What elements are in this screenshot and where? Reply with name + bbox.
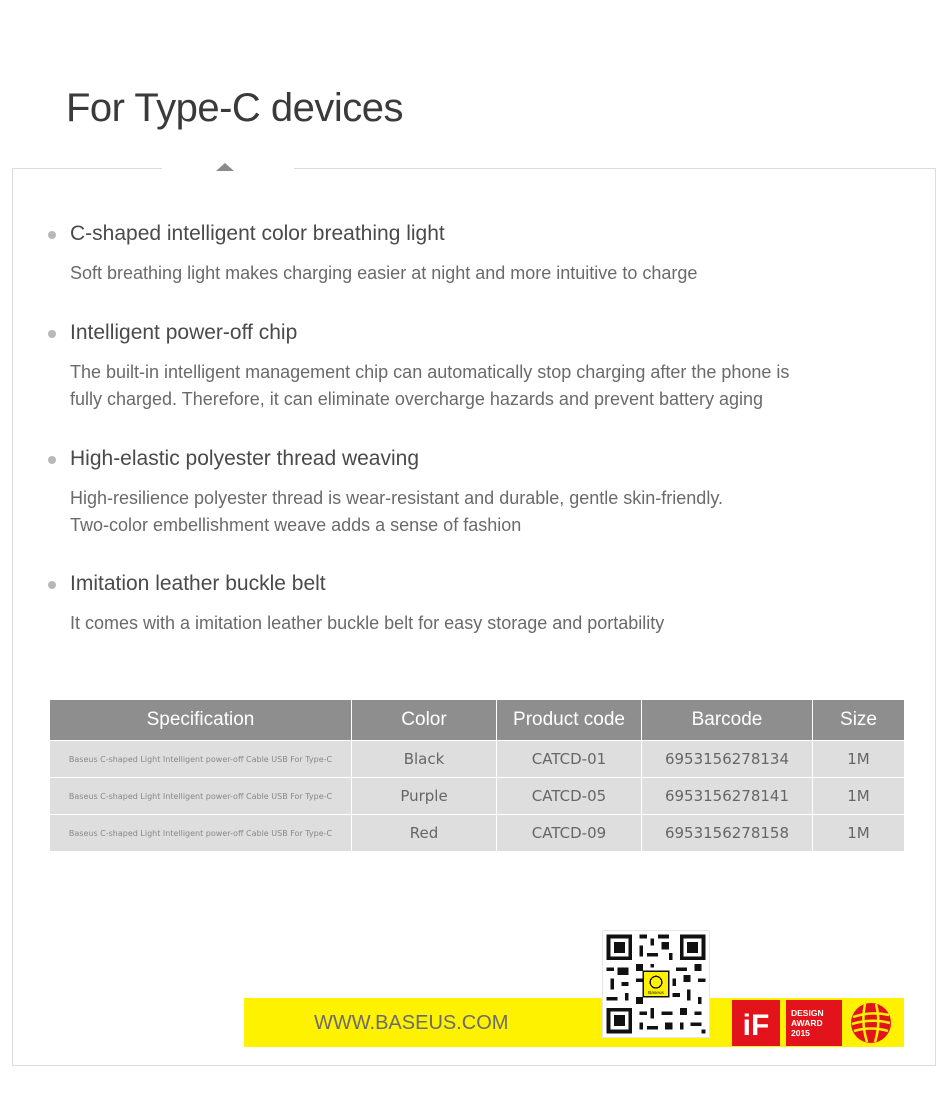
- spec-cell: Baseus C-shaped Light Intelligent power-off Cable USB For Type-C: [50, 778, 352, 815]
- barcode-cell: 6953156278141: [642, 778, 813, 815]
- feature-title: C-shaped intelligent color breathing light: [70, 222, 445, 245]
- feature-description-line: The built-in intelligent management chip can automatically stop charging after the phone is: [70, 362, 790, 382]
- page-title: For Type-C devices: [66, 86, 404, 130]
- color-cell: Red: [352, 815, 497, 852]
- award-line: 2015: [791, 1028, 810, 1038]
- award-line: AWARD: [791, 1018, 823, 1028]
- feature-description-line: fully charged. Therefore, it can eliminate overcharge hazards and prevent battery aging: [70, 389, 764, 409]
- award-line: DESIGN: [791, 1008, 824, 1018]
- feature-description-line: It comes with a imitation leather buckle belt for easy storage and portability: [70, 613, 665, 633]
- column-header: Size: [813, 700, 905, 741]
- product-code-cell: CATCD-09: [497, 815, 642, 852]
- feature-description: [70, 260, 890, 287]
- red-dot-award-icon: [849, 1001, 893, 1045]
- feature-description: [70, 610, 890, 637]
- table-row: [50, 741, 905, 778]
- if-logo-text: iF: [742, 1009, 770, 1042]
- feature-description-line: Soft breathing light makes charging easier at night and more intuitive to charge: [70, 263, 698, 283]
- color-cell: Purple: [352, 778, 497, 815]
- feature-title: Imitation leather buckle belt: [70, 572, 326, 595]
- barcode-cell: 6953156278158: [642, 815, 813, 852]
- website-link[interactable]: WWW.BASEUS.COM: [314, 1012, 509, 1034]
- qr-code-icon: [602, 930, 710, 1038]
- feature-description-line: Two-color embellishment weave adds a sense of fashion: [70, 515, 522, 535]
- size-cell: 1M: [813, 741, 905, 778]
- table-row: [50, 815, 905, 852]
- bullet-dot-icon: [48, 231, 56, 239]
- spec-cell: Baseus C-shaped Light Intelligent power-off Cable USB For Type-C: [50, 815, 352, 852]
- feature-title: High-elastic polyester thread weaving: [70, 447, 420, 470]
- if-award-logo: [732, 1000, 780, 1046]
- bullet-dot-icon: [48, 581, 56, 589]
- feature-description-line: High-resilience polyester thread is wear-resistant and durable, gentle skin-friendly.: [70, 488, 723, 508]
- column-header: Barcode: [642, 700, 813, 741]
- qr-brand-label: Baseus: [648, 990, 664, 996]
- design-award-badge: [786, 1000, 842, 1046]
- product-code-cell: CATCD-01: [497, 741, 642, 778]
- bullet-dot-icon: [48, 456, 56, 464]
- spec-cell: Baseus C-shaped Light Intelligent power-off Cable USB For Type-C: [50, 741, 352, 778]
- color-cell: Black: [352, 741, 497, 778]
- size-cell: 1M: [813, 778, 905, 815]
- table-header-row: [50, 700, 905, 741]
- barcode-cell: 6953156278134: [642, 741, 813, 778]
- caret-up-icon: [216, 163, 234, 171]
- product-code-cell: CATCD-05: [497, 778, 642, 815]
- column-header: Specification: [50, 700, 352, 741]
- feature-description: [70, 359, 890, 413]
- feature-description: [70, 485, 890, 539]
- size-cell: 1M: [813, 815, 905, 852]
- table-row: [50, 778, 905, 815]
- bullet-dot-icon: [48, 330, 56, 338]
- column-header: Color: [352, 700, 497, 741]
- spec-table: [49, 699, 905, 852]
- feature-title: Intelligent power-off chip: [70, 321, 298, 344]
- column-header: Product code: [497, 700, 642, 741]
